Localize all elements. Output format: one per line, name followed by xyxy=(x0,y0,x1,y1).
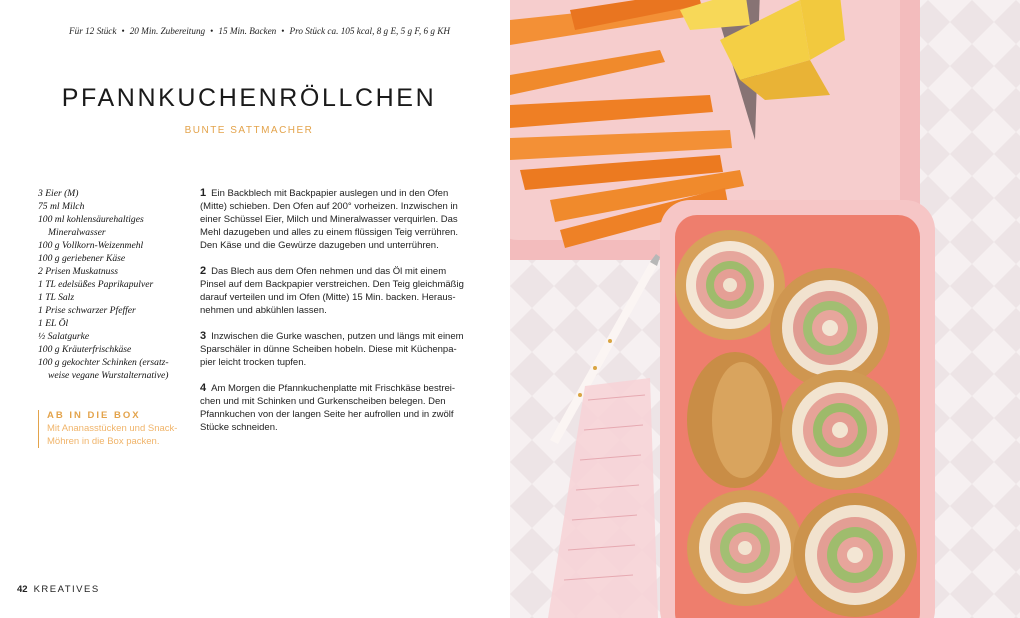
recipe-meta xyxy=(69,26,450,36)
tip-line: Mit Ananasstücken und Snack- xyxy=(47,423,178,434)
tip-line: Möhren in die Box packen. xyxy=(47,436,160,447)
step-3 xyxy=(200,330,462,369)
ingredient-item: 100 g gekochter Schinken (ersatz- xyxy=(38,357,169,368)
bake-time: 15 Min. Backen xyxy=(218,26,277,36)
ingredient-item: ½ Salatgurke xyxy=(38,331,90,342)
step-number: 1 xyxy=(200,187,207,199)
ingredient-item: 100 g Kräuterfrischkäse xyxy=(38,344,132,355)
section-name: KREATIVES xyxy=(33,584,100,595)
ingredient-list xyxy=(38,187,188,382)
ingredient-item: 100 g geriebener Käse xyxy=(38,253,126,264)
ingredient-item: 1 TL edelsüßes Paprikapulver xyxy=(38,279,154,290)
separator-dot: • xyxy=(210,26,214,36)
step-text: Mehl dazugeben und alles zu einem flüssigen Teig verrühren. xyxy=(200,227,459,238)
step-text: chen und mit Schinken und Gurkenscheiben belegen. Den xyxy=(200,396,446,407)
step-text: Inzwischen die Gurke waschen, putzen und längs mit einem xyxy=(211,331,464,342)
step-text: Das Blech aus dem Ofen nehmen und das Öl mit einem xyxy=(211,266,447,277)
ingredient-item: 75 ml Milch xyxy=(38,201,85,212)
step-4 xyxy=(200,382,462,434)
page-footer xyxy=(17,584,100,595)
separator-dot: • xyxy=(281,26,285,36)
step-text: pier leicht trocken tupfen. xyxy=(200,357,307,368)
instruction-steps xyxy=(200,187,462,447)
step-number: 2 xyxy=(200,265,207,277)
step-text: Stücke schneiden. xyxy=(200,422,278,433)
step-text: Am Morgen die Pfannkuchenplatte mit Frischkäse bestrei- xyxy=(211,383,456,394)
ingredient-item: Mineralwasser xyxy=(48,227,106,238)
servings: Für 12 Stück xyxy=(69,26,117,36)
step-text: Pfannkuchen von der langen Seite her aufrollen und in zwölf xyxy=(200,409,454,420)
recipe-subtitle: BUNTE SATTMACHER xyxy=(184,125,314,136)
step-text: Pinsel auf dem Backpapier verstreichen. Den Teig gleichmäßig xyxy=(200,279,464,290)
tip-text xyxy=(47,422,192,448)
ingredient-item: 100 g Vollkorn-Weizenmehl xyxy=(38,240,144,251)
step-text: darauf verteilen und im Ofen (Mitte) 15 Min. backen. Heraus- xyxy=(200,292,456,303)
step-text: nehmen und abkühlen lassen. xyxy=(200,305,327,316)
ingredient-item: 1 TL Salz xyxy=(38,292,75,303)
tip-box xyxy=(38,410,192,448)
step-text: Sparschäler in dünne Scheiben hobeln. Diese mit Küchenpa- xyxy=(200,344,457,355)
step-text: (Mitte) schieben. Den Ofen auf 200° vorheizen. Inzwischen in xyxy=(200,201,458,212)
ingredient-item: 2 Prisen Muskatnuss xyxy=(38,266,118,277)
ingredient-item: 1 EL Öl xyxy=(38,318,69,329)
recipe-title: PFANNKUCHENRÖLLCHEN xyxy=(61,84,437,112)
nutrition: Pro Stück ca. 105 kcal, 8 g E, 5 g F, 6 g KH xyxy=(289,26,451,36)
separator-dot: • xyxy=(121,26,125,36)
step-text: einer Schüssel Eier, Milch und Mineralwasser verquirlen. Das xyxy=(200,214,458,225)
ingredient-item: weise vegane Wurstalternative) xyxy=(48,370,169,381)
step-text: Den Käse und die Gewürze dazugeben und unterrühren. xyxy=(200,240,439,251)
step-text: Ein Backblech mit Backpapier auslegen und in den Ofen xyxy=(211,188,449,199)
ingredient-item: 3 Eier (M) xyxy=(38,188,79,199)
page-number: 42 xyxy=(17,584,28,595)
ingredient-item: 1 Prise schwarzer Pfeffer xyxy=(38,305,136,316)
step-number: 4 xyxy=(200,382,207,394)
prep-time: 20 Min. Zubereitung xyxy=(129,26,206,36)
food-photo xyxy=(510,0,1020,618)
tip-title: AB IN DIE BOX xyxy=(47,410,141,421)
step-1 xyxy=(200,187,462,252)
step-number: 3 xyxy=(200,330,207,342)
ingredient-item: 100 ml kohlensäurehaltiges xyxy=(38,214,144,225)
step-2 xyxy=(200,265,462,317)
